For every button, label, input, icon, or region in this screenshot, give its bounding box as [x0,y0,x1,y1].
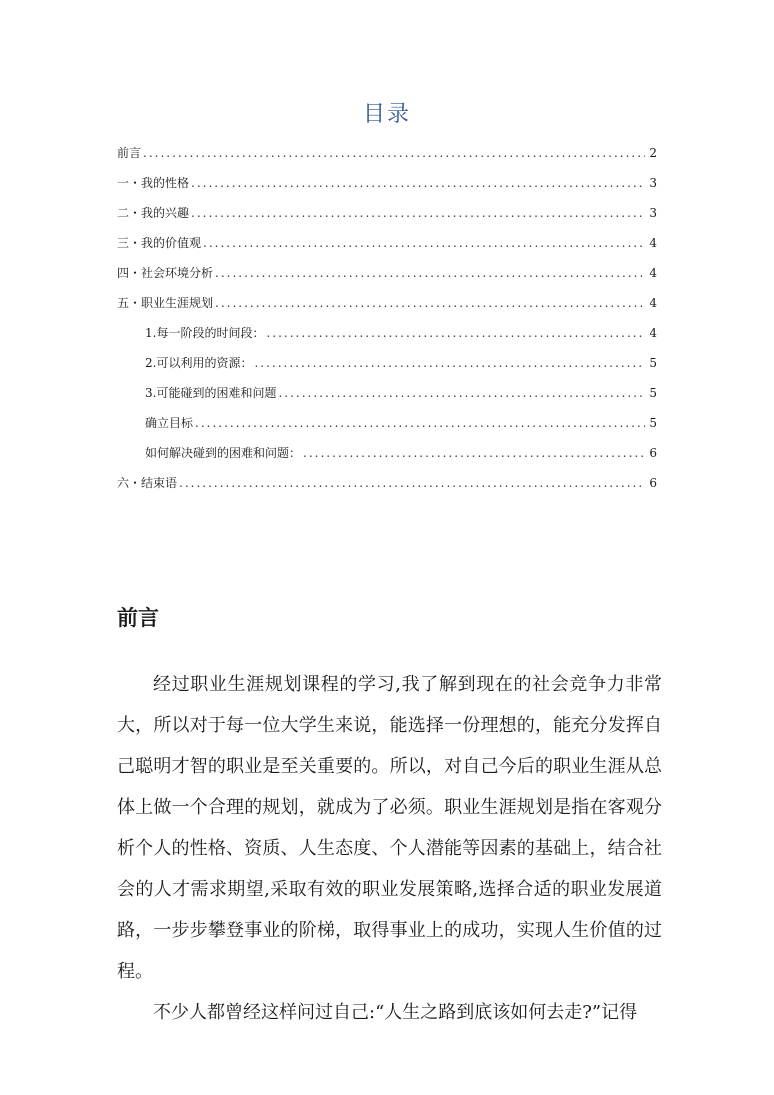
toc-leader-dots [303,438,645,468]
toc-subentry[interactable] [117,438,657,468]
toc-leader-dots [143,138,645,168]
toc-leader-dots [266,318,645,348]
toc-entry-text: 1.每一阶段的时间段： [145,326,265,340]
toc-entry-page: 6 [649,476,657,490]
body-paragraph: 经过职业生涯规划课程的学习,我了解到现在的社会竞争力非常大，所以对于每一位大学生来说，能选择一份理想的，能充分发挥自己聪明才智的职业是至关重要的。所以，对自己今后的职业生涯从总体上做一个合理的规划，就成为了必须。职业生涯规划是指在客观分析个人的性格、资质、人生态度、个人潜能等因素的基础上，结合社会的人才需求期望,采取有效的职业发展策略,选择合适的职业发展道路，一步步攀登事业的阶梯，取得事业上的成功，实现人生价值的过程。 [117,674,662,982]
toc-entry[interactable] [117,138,657,168]
toc-entry[interactable] [117,168,657,198]
toc-entry-text: 确立目标 [145,416,194,430]
toc-entry-page: 6 [649,446,657,460]
toc-leader-dots [195,408,645,438]
toc-entry[interactable] [117,198,657,228]
body-paragraph: 不少人都曾经这样问过自己:“人生之路到底该如何去走?”记得 [153,1002,638,1023]
toc-subentry[interactable] [117,408,657,438]
toc-entry-text: 四・社会环境分析 [117,266,214,280]
toc-entry-page: 2 [649,146,657,160]
toc-entry[interactable] [117,288,657,318]
toc-entry-page: 4 [649,266,657,280]
toc-leader-dots [278,378,645,408]
toc-entry-text: 如何解决碰到的困难和问题： [145,446,302,460]
toc-entry-page: 5 [649,356,657,370]
toc-leader-dots [191,168,645,198]
toc-leader-dots [254,348,645,378]
toc-leader-dots [215,288,645,318]
toc-entry[interactable] [117,258,657,288]
toc-leader-dots [203,228,645,258]
toc-entry-text: 2.可以利用的资源： [145,356,253,370]
toc-entry-page: 5 [649,416,657,430]
toc-entry-page: 3 [649,206,657,220]
toc-entry-text: 前言 [117,146,142,160]
toc-entry-page: 4 [649,326,657,340]
toc-entry[interactable] [117,228,657,258]
toc-entry-text: 六・结束语 [117,476,178,490]
toc-subentry[interactable] [117,378,657,408]
toc-entry-text: 五・职业生涯规划 [117,296,214,310]
toc-leader-dots [191,198,645,228]
toc-title: 目录 [362,102,411,127]
toc-subentry[interactable] [117,318,657,348]
toc-leader-dots [215,258,645,288]
toc-subentry[interactable] [117,348,657,378]
toc-entry-page: 5 [649,386,657,400]
toc-entry-page: 4 [649,236,657,250]
toc-entry-text: 二・我的兴趣 [117,206,190,220]
toc-entry-page: 3 [649,176,657,190]
section-body [117,664,662,1033]
toc-entry-text: 三・我的价值观 [117,236,202,250]
toc-entry-text: 3.可能碰到的困难和问题 [145,386,277,400]
toc-entry[interactable] [117,468,657,498]
toc-entry-page: 4 [649,296,657,310]
toc-leader-dots [179,468,645,498]
section-heading: 前言 [117,606,159,630]
toc-entry-text: 一・我的性格 [117,176,190,190]
table-of-contents [117,138,657,498]
